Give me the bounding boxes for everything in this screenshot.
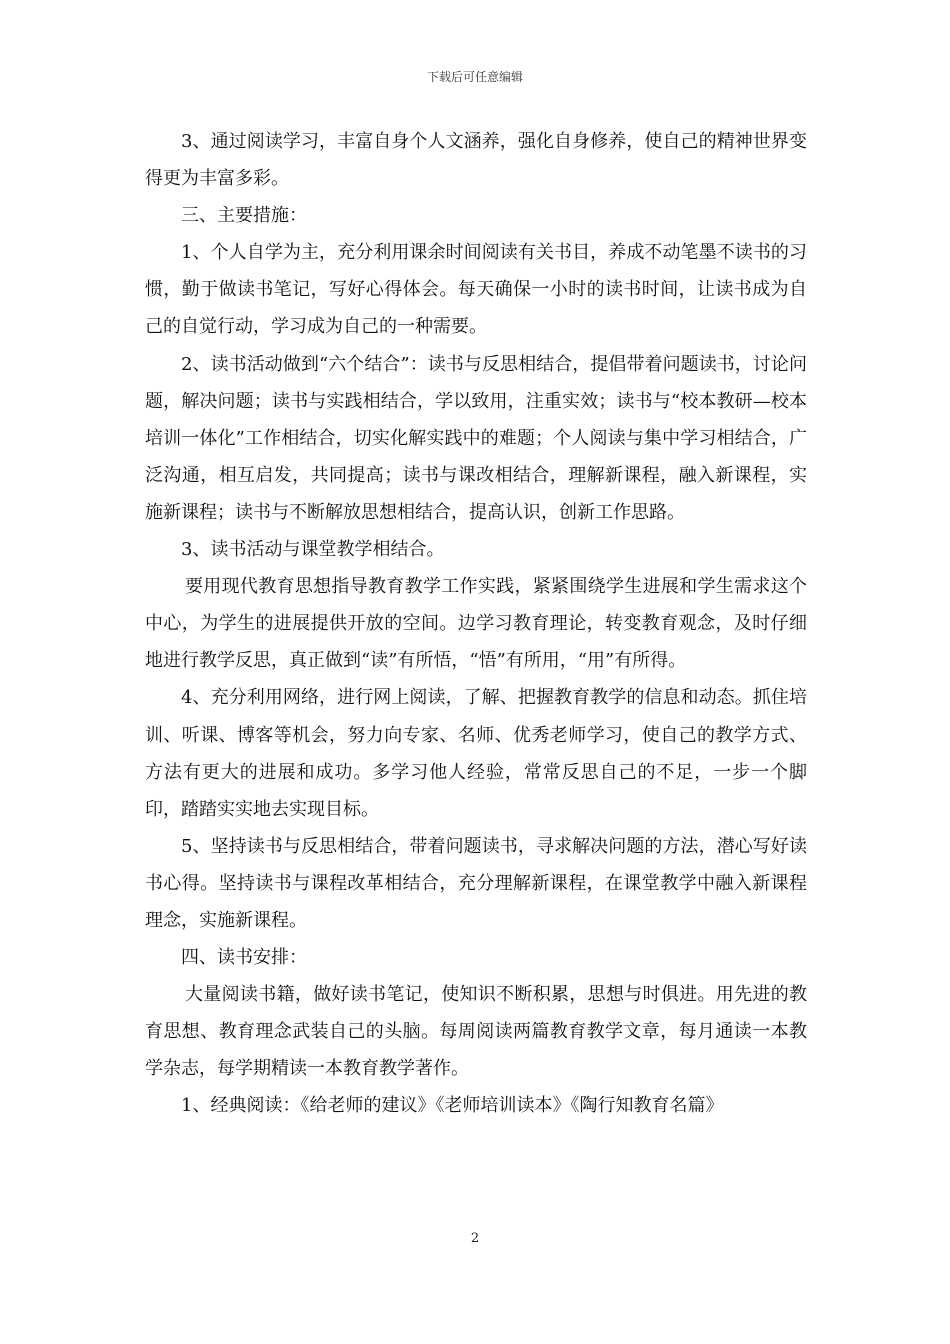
paragraph-classic-reading: 1、经典阅读：《给老师的建议》《老师培训读本》《陶行知教育名篇》 [181,1095,724,1117]
page-number: 2 [470,1231,480,1246]
section-heading-schedule: 四、读书安排： [181,947,307,969]
document-body [145,123,807,1125]
paragraph-measure-1: 1、个人自学为主，充分利用课余时间阅读有关书目，养成不动笔墨不读书的习惯，勤于做读书笔记，写好心得体会。每天确保一小时的读书时间，让读书成为自己的自觉行动，学习成为自己的一种需要。 [145,242,807,338]
paragraph-measure-5: 5、坚持读书与反思相结合，带着问题读书，寻求解决问题的方法，潜心写好读书心得。坚持读书与课程改革相结合，充分理解新课程，在课堂教学中融入新课程理念，实施新课程。 [145,835,807,931]
paragraph-measure-3-body: 要用现代教育思想指导教育教学工作实践，紧紧围绕学生进展和学生需求这个中心，为学生的进展提供开放的空间。边学习教育理论，转变教育观念，及时仔细地进行教学反思，真正做到“读”有所悟，“悟”有所用，“用”有所得。 [145,576,807,672]
paragraph-goal-3: 3、通过阅读学习，丰富自身个人文涵养，强化自身修养，使自己的精神世界变得更为丰富多彩。 [145,131,807,190]
paragraph-measure-2: 2、读书活动做到“六个结合”：读书与反思相结合，提倡带着问题读书，讨论问题，解决问题；读书与实践相结合，学以致用，注重实效；读书与“校本教研—校本培训一体化”工作相结合，切实化解实践中的难题；个人阅读与集中学习相结合，广泛沟通，相互启发，共同提高；读书与课改相结合，理解新课程，融入新课程，实施新课程；读书与不断解放思想相结合，提高认识，创新工作思路。 [145,353,807,523]
section-heading-measures: 三、主要措施： [181,205,307,227]
paragraph-measure-4: 4、充分利用网络，进行网上阅读，了解、把握教育教学的信息和动态。抓住培训、听课、博客等机会，努力向专家、名师、优秀老师学习，使自己的教学方式、方法有更大的进展和成功。多学习他人经验，常常反思自己的不足，一步一个脚印，踏踏实实地去实现目标。 [145,687,807,820]
paragraph-schedule-intro: 大量阅读书籍，做好读书笔记，使知识不断积累，思想与时俱进。用先进的教育思想、教育理念武装自己的头脑。每周阅读两篇教育教学文章，每月通读一本教学杂志，每学期精读一本教育教学著作。 [145,984,807,1080]
page-header-note: 下载后可任意编辑 [426,70,523,84]
paragraph-measure-3-title: 3、读书活动与课堂教学相结合。 [181,539,445,561]
